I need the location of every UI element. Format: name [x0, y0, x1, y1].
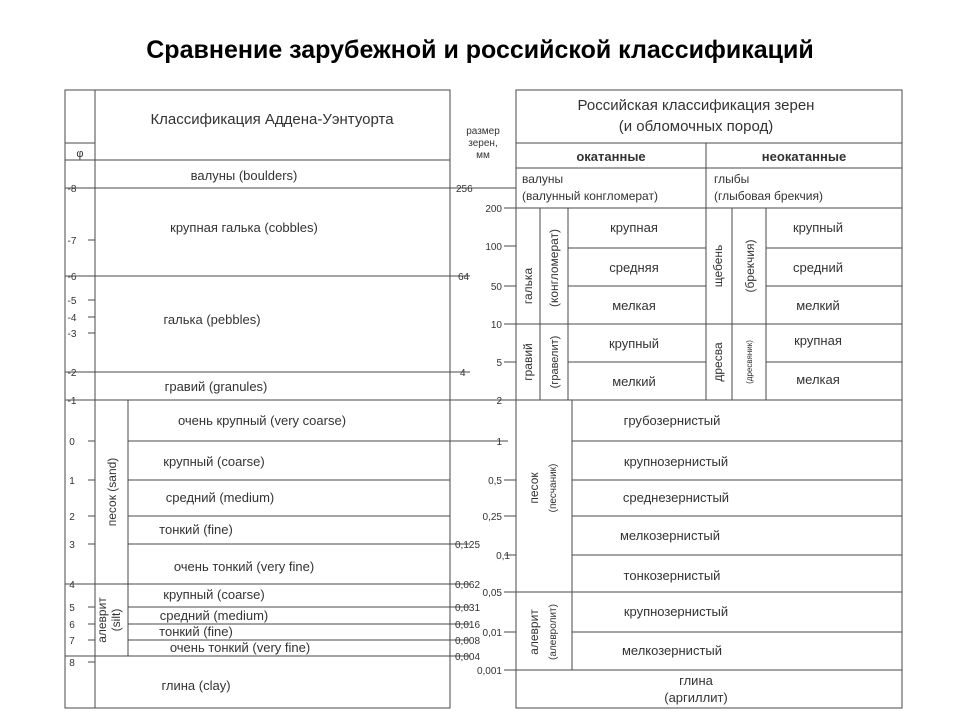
pebble-medium: средняя	[609, 260, 659, 275]
phi-tick-label: 4	[69, 580, 75, 591]
size-right-001: 0,01	[482, 628, 502, 639]
silt-large: крупнозернистый	[623, 604, 729, 619]
phi-tick-label: 6	[69, 620, 75, 631]
size-right-5: 5	[496, 358, 502, 369]
phi-tick-label: 2	[69, 512, 75, 523]
group-silt-line2: (silt)	[109, 608, 123, 632]
silt-group-line1: алеврит	[527, 609, 541, 655]
rubble-medium: средний	[793, 260, 843, 275]
russian-title-line1: Российская классификация зерен	[577, 97, 815, 114]
phi-tick-label: 3	[69, 540, 75, 551]
silt-group-line2: (алевролит)	[548, 604, 559, 660]
rubble-large: крупный	[792, 220, 844, 235]
class-granules: гравий (granules)	[164, 379, 268, 394]
dresva-group-line2: (дресвяник)	[745, 340, 754, 384]
size-right-0001: 0,001	[476, 666, 502, 677]
class-silt-fine: тонкий (fine)	[159, 624, 233, 639]
boulders-line2: (валунный конгломерат)	[522, 189, 658, 203]
phi-tick-label: -3	[67, 329, 77, 340]
size-left-0031: 0,031	[455, 603, 481, 614]
classification-figure	[60, 88, 906, 710]
size-right-1: 1	[496, 437, 502, 448]
silt-fine: мелкозернистый	[621, 643, 723, 658]
phi-tick-label: -1	[67, 396, 77, 407]
phi-tick-label: 7	[69, 636, 75, 647]
class-sand-medium: средний (medium)	[165, 490, 275, 505]
clay-line2: (аргиллит)	[664, 690, 728, 705]
gravel-group-line2: (гравелит)	[549, 335, 561, 389]
size-left-256: 256	[456, 184, 473, 195]
size-right-10: 10	[490, 320, 502, 331]
size-right-01: 0,1	[496, 551, 510, 562]
pebble-group-line1: галька	[521, 267, 535, 305]
sand-group-line2: (песчаник)	[548, 463, 559, 513]
russian-title-line2: (и обломочных пород)	[618, 118, 774, 135]
gravel-group-line1: гравий	[521, 343, 535, 381]
class-silt-coarse: крупный (coarse)	[163, 587, 265, 602]
pebble-group-line2: (конгломерат)	[547, 228, 561, 308]
phi-header: φ	[76, 148, 84, 160]
phi-tick-label: -7	[67, 236, 77, 247]
size-right-05: 0,5	[488, 476, 502, 487]
phi-tick-label: 1	[69, 476, 75, 487]
size-left-0004: 0,004	[455, 652, 481, 663]
russian-text	[521, 97, 846, 705]
size-right-005: 0,05	[482, 588, 502, 599]
blocks-line2: (глыбовая брекчия)	[714, 189, 823, 203]
pebble-large: крупная	[610, 220, 658, 235]
rubble-small: мелкий	[796, 298, 840, 313]
phi-tick-label: -8	[67, 184, 77, 195]
size-left-0125: 0,125	[455, 540, 481, 551]
sand-coarse: грубозернистый	[623, 413, 721, 428]
size-left-4: 4	[460, 368, 466, 379]
class-silt-medium: средний (medium)	[159, 608, 269, 623]
gravel-large: крупный	[608, 336, 660, 351]
size-header-line1: размер	[466, 126, 500, 137]
size-left-0062: 0,062	[455, 580, 481, 591]
size-right-025: 0,25	[482, 512, 502, 523]
size-header-line3: мм	[476, 150, 490, 161]
class-sand-coarse: крупный (coarse)	[163, 454, 265, 469]
phi-tick-label: -5	[67, 296, 77, 307]
sand-large: крупнозернистый	[623, 454, 729, 469]
class-sand-fine: тонкий (fine)	[159, 522, 233, 537]
size-right-100: 100	[485, 242, 502, 253]
wentworth-text	[76, 111, 394, 693]
blocks-line1: глыбы	[714, 172, 750, 186]
phi-tick-label: 0	[69, 437, 75, 448]
sand-fine: мелкозернистый	[619, 528, 721, 543]
size-left-0016: 0,016	[455, 620, 481, 631]
size-right-200: 200	[485, 204, 502, 215]
size-header-line2: зерен,	[468, 138, 498, 149]
group-silt-line1: алеврит	[95, 597, 109, 643]
pebble-small: мелкая	[612, 298, 656, 313]
slide-title: Сравнение зарубежной и российской классификаций	[146, 36, 814, 64]
phi-tick-label: 5	[69, 603, 75, 614]
class-silt-very-fine: очень тонкий (very fine)	[169, 640, 311, 655]
size-left-64: 64	[458, 272, 470, 283]
size-left-0008: 0,008	[455, 636, 481, 647]
class-pebbles: галька (pebbles)	[163, 312, 261, 327]
size-scale-text	[455, 126, 510, 677]
phi-tick-label: -2	[67, 368, 77, 379]
phi-tick-label: 8	[69, 658, 75, 669]
group-sand: песок (sand)	[105, 457, 119, 527]
sand-group-line1: песок	[527, 472, 541, 504]
class-sand-very-coarse: очень крупный (very coarse)	[177, 413, 347, 428]
sand-very-fine: тонкозернистый	[623, 568, 721, 583]
boulders-line1: валуны	[522, 172, 564, 186]
class-boulders: валуны (boulders)	[190, 168, 298, 183]
phi-tick-label: -6	[67, 272, 77, 283]
wentworth-title: Классификация Аддена-Уэнтуорта	[150, 111, 394, 128]
size-right-50: 50	[490, 282, 502, 293]
phi-tick-marks	[88, 188, 95, 662]
dresva-group-line1: дресва	[711, 342, 725, 382]
dresva-small: мелкая	[796, 372, 840, 387]
rubble-group-line2: (брекчия)	[743, 239, 757, 293]
class-sand-very-fine: очень тонкий (very fine)	[173, 559, 315, 574]
sand-medium: среднезернистый	[622, 490, 730, 505]
clay-line1: глина	[679, 673, 713, 688]
class-clay: глина (clay)	[161, 678, 231, 693]
rubble-group-line1: щебень	[711, 244, 725, 288]
size-right-2: 2	[496, 396, 502, 407]
phi-tick-label: -4	[67, 313, 77, 324]
class-cobbles: крупная галька (cobbles)	[170, 220, 318, 235]
gravel-small: мелкий	[612, 374, 656, 389]
header-angular: неокатанные	[761, 149, 847, 164]
header-rounded: окатанные	[576, 149, 646, 164]
dresva-large: крупная	[794, 333, 842, 348]
